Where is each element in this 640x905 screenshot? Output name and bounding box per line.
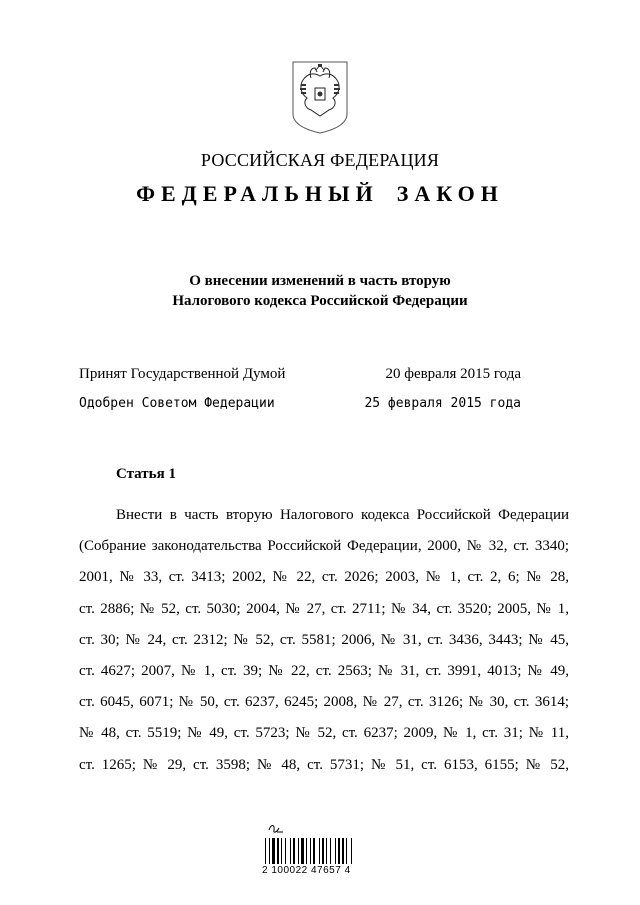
handwritten-mark-icon — [269, 826, 283, 833]
article-body — [79, 500, 569, 781]
article-line: 2001, № 33, ст. 3413; 2002, № 22, ст. 2026; 2003, № 1, ст. 2, 6; № 28, — [79, 569, 569, 586]
country-heading: РОССИЙСКАЯ ФЕДЕРАЦИЯ — [200, 150, 440, 170]
duma-label: Принят Государственной Думой — [79, 366, 286, 382]
article-line: № 48, ст. 5519; № 49, ст. 5723; № 52, ст. 6237; 2009, № 1, ст. 31; № 11, — [79, 725, 569, 742]
law-type-word2: ЗАКОН — [396, 181, 504, 206]
article-line: Внести в часть вторую Налогового кодекса Российской Федерации — [116, 507, 569, 523]
barcode-number: 2 100022 47657 4 — [262, 865, 351, 876]
article-line: (Собрание законодательства Российской Федерации, 2000, № 32, ст. 3340; — [79, 538, 569, 555]
article-line: ст. 1265; № 29, ст. 3598; № 48, ст. 5731; № 51, ст. 6153, 6155; № 52, — [79, 756, 569, 773]
duma-date: 20 февраля 2015 года — [385, 366, 521, 382]
council-date: 25 февраля 2015 года — [364, 396, 521, 411]
council-label: Одобрен Советом Федерации — [79, 396, 275, 411]
state-emblem-icon — [289, 58, 351, 134]
law-subject-line1: О внесении изменений в часть вторую — [189, 273, 451, 289]
law-subject-line2: Налогового кодекса Российской Федерации — [172, 293, 468, 309]
law-type-word1: ФЕДЕРАЛЬНЫЙ — [136, 181, 379, 206]
article-title: Статья 1 — [116, 466, 176, 482]
law-type-heading — [0, 181, 640, 207]
article-line: ст. 6045, 6071; № 50, ст. 6237, 6245; 2008, № 27, ст. 3126; № 30, ст. 3614; — [79, 694, 569, 711]
law-subject — [0, 271, 640, 311]
article-line: ст. 30; № 24, ст. 2312; № 52, ст. 5581; 2006, № 31, ст. 3436, 3443; № 45, — [79, 631, 569, 648]
barcode-icon — [265, 838, 352, 864]
article-line: ст. 4627; 2007, № 1, ст. 39; № 22, ст. 2563; № 31, ст. 3991, 4013; № 49, — [79, 663, 569, 680]
article-line: ст. 2886; № 52, ст. 5030; 2004, № 27, ст. 2711; № 34, ст. 3520; 2005, № 1, — [79, 600, 569, 617]
